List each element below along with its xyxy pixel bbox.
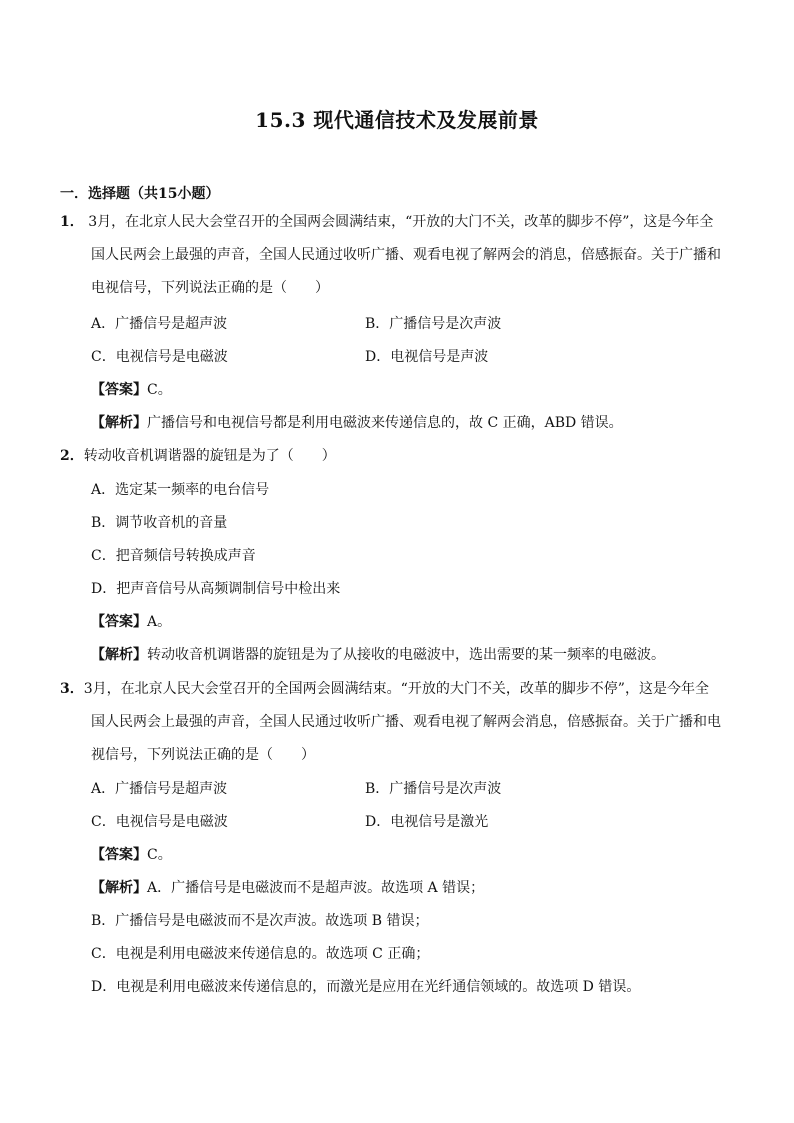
option-c: C．把音频信号转换成声音 (91, 548, 256, 564)
question-1-line-3: 电视信号，下列说法正确的是（ ） (91, 280, 329, 296)
section-heading: 一．选择题（共15小题） (60, 186, 220, 202)
question-text: 3月，在北京人民大会堂召开的全国两会圆满结束。“开放的大门不关，改革的脚步不停”，这是今年全 (83, 681, 709, 697)
question-number: 3． (60, 681, 84, 697)
answer-line (91, 612, 171, 632)
analysis-text: B．广播信号是电磁波而不是次声波。故选项 B 错误； (91, 913, 429, 929)
question-text: 3月，在北京人民大会堂召开的全国两会圆满结束，“开放的大门不关，改革的脚步不停”，这是今年全 (83, 214, 714, 230)
option-c: C．电视信号是电磁波 (91, 814, 228, 830)
option-b: B．广播信号是次声波 (365, 316, 502, 332)
answer-label: 【答案】 (91, 614, 147, 630)
analysis-label: 【解析】 (91, 415, 147, 431)
question-2-line-1 (60, 446, 336, 466)
option-b: B．广播信号是次声波 (365, 781, 502, 797)
answer-line (91, 845, 172, 865)
option-d: D．电视信号是声波 (365, 349, 489, 365)
question-3-line-2: 国人民两会上最强的声音，全国人民通过收听广播、观看电视了解两会消息，倍感振奋。关于广播和电 (91, 714, 721, 730)
analysis-line (91, 878, 484, 898)
question-1-line-2: 国人民两会上最强的声音，全国人民通过收听广播、观看电视了解两会的消息，倍感振奋。关于广播和 (91, 247, 721, 263)
question-number: 1． (60, 214, 84, 230)
answer-value: C。 (147, 847, 172, 863)
option-b: B．调节收音机的音量 (91, 515, 228, 531)
page-title: 15.3 现代通信技术及发展前景 (255, 108, 539, 132)
analysis-text: 转动收音机调谐器的旋钮是为了从接收的电磁波中，选出需要的某一频率的电磁波。 (147, 647, 665, 663)
answer-label: 【答案】 (91, 847, 147, 863)
question-3-line-1 (60, 679, 709, 699)
analysis-line (91, 645, 665, 665)
question-3-line-3: 视信号，下列说法正确的是（ ） (91, 747, 315, 763)
option-a: A．广播信号是超声波 (91, 781, 228, 797)
option-c: C．电视信号是电磁波 (91, 349, 228, 365)
option-d: D．把声音信号从高频调制信号中检出来 (91, 581, 341, 597)
analysis-text: A．广播信号是电磁波而不是超声波。故选项 A 错误； (147, 880, 485, 896)
analysis-text: D．电视是利用电磁波来传递信息的，而激光是应用在光纤通信领域的。故选项 D 错误。 (91, 979, 641, 995)
option-a: A．广播信号是超声波 (91, 316, 228, 332)
answer-value: A。 (147, 614, 172, 630)
analysis-line (91, 413, 623, 433)
analysis-text: C．电视是利用电磁波来传递信息的。故选项 C 正确； (91, 946, 430, 962)
option-a: A．选定某一频率的电台信号 (91, 482, 270, 498)
answer-label: 【答案】 (91, 382, 147, 398)
option-d: D．电视信号是激光 (365, 814, 489, 830)
question-1-line-1 (60, 212, 713, 232)
question-number: 2． (60, 448, 84, 464)
analysis-label: 【解析】 (91, 647, 147, 663)
analysis-label: 【解析】 (91, 880, 147, 896)
answer-value: C。 (147, 382, 172, 398)
question-text: 转动收音机调谐器的旋钮是为了（ ） (83, 448, 336, 464)
answer-line (91, 380, 172, 400)
analysis-text: 广播信号和电视信号都是利用电磁波来传递信息的，故 C 正确，ABD 错误。 (147, 415, 623, 431)
